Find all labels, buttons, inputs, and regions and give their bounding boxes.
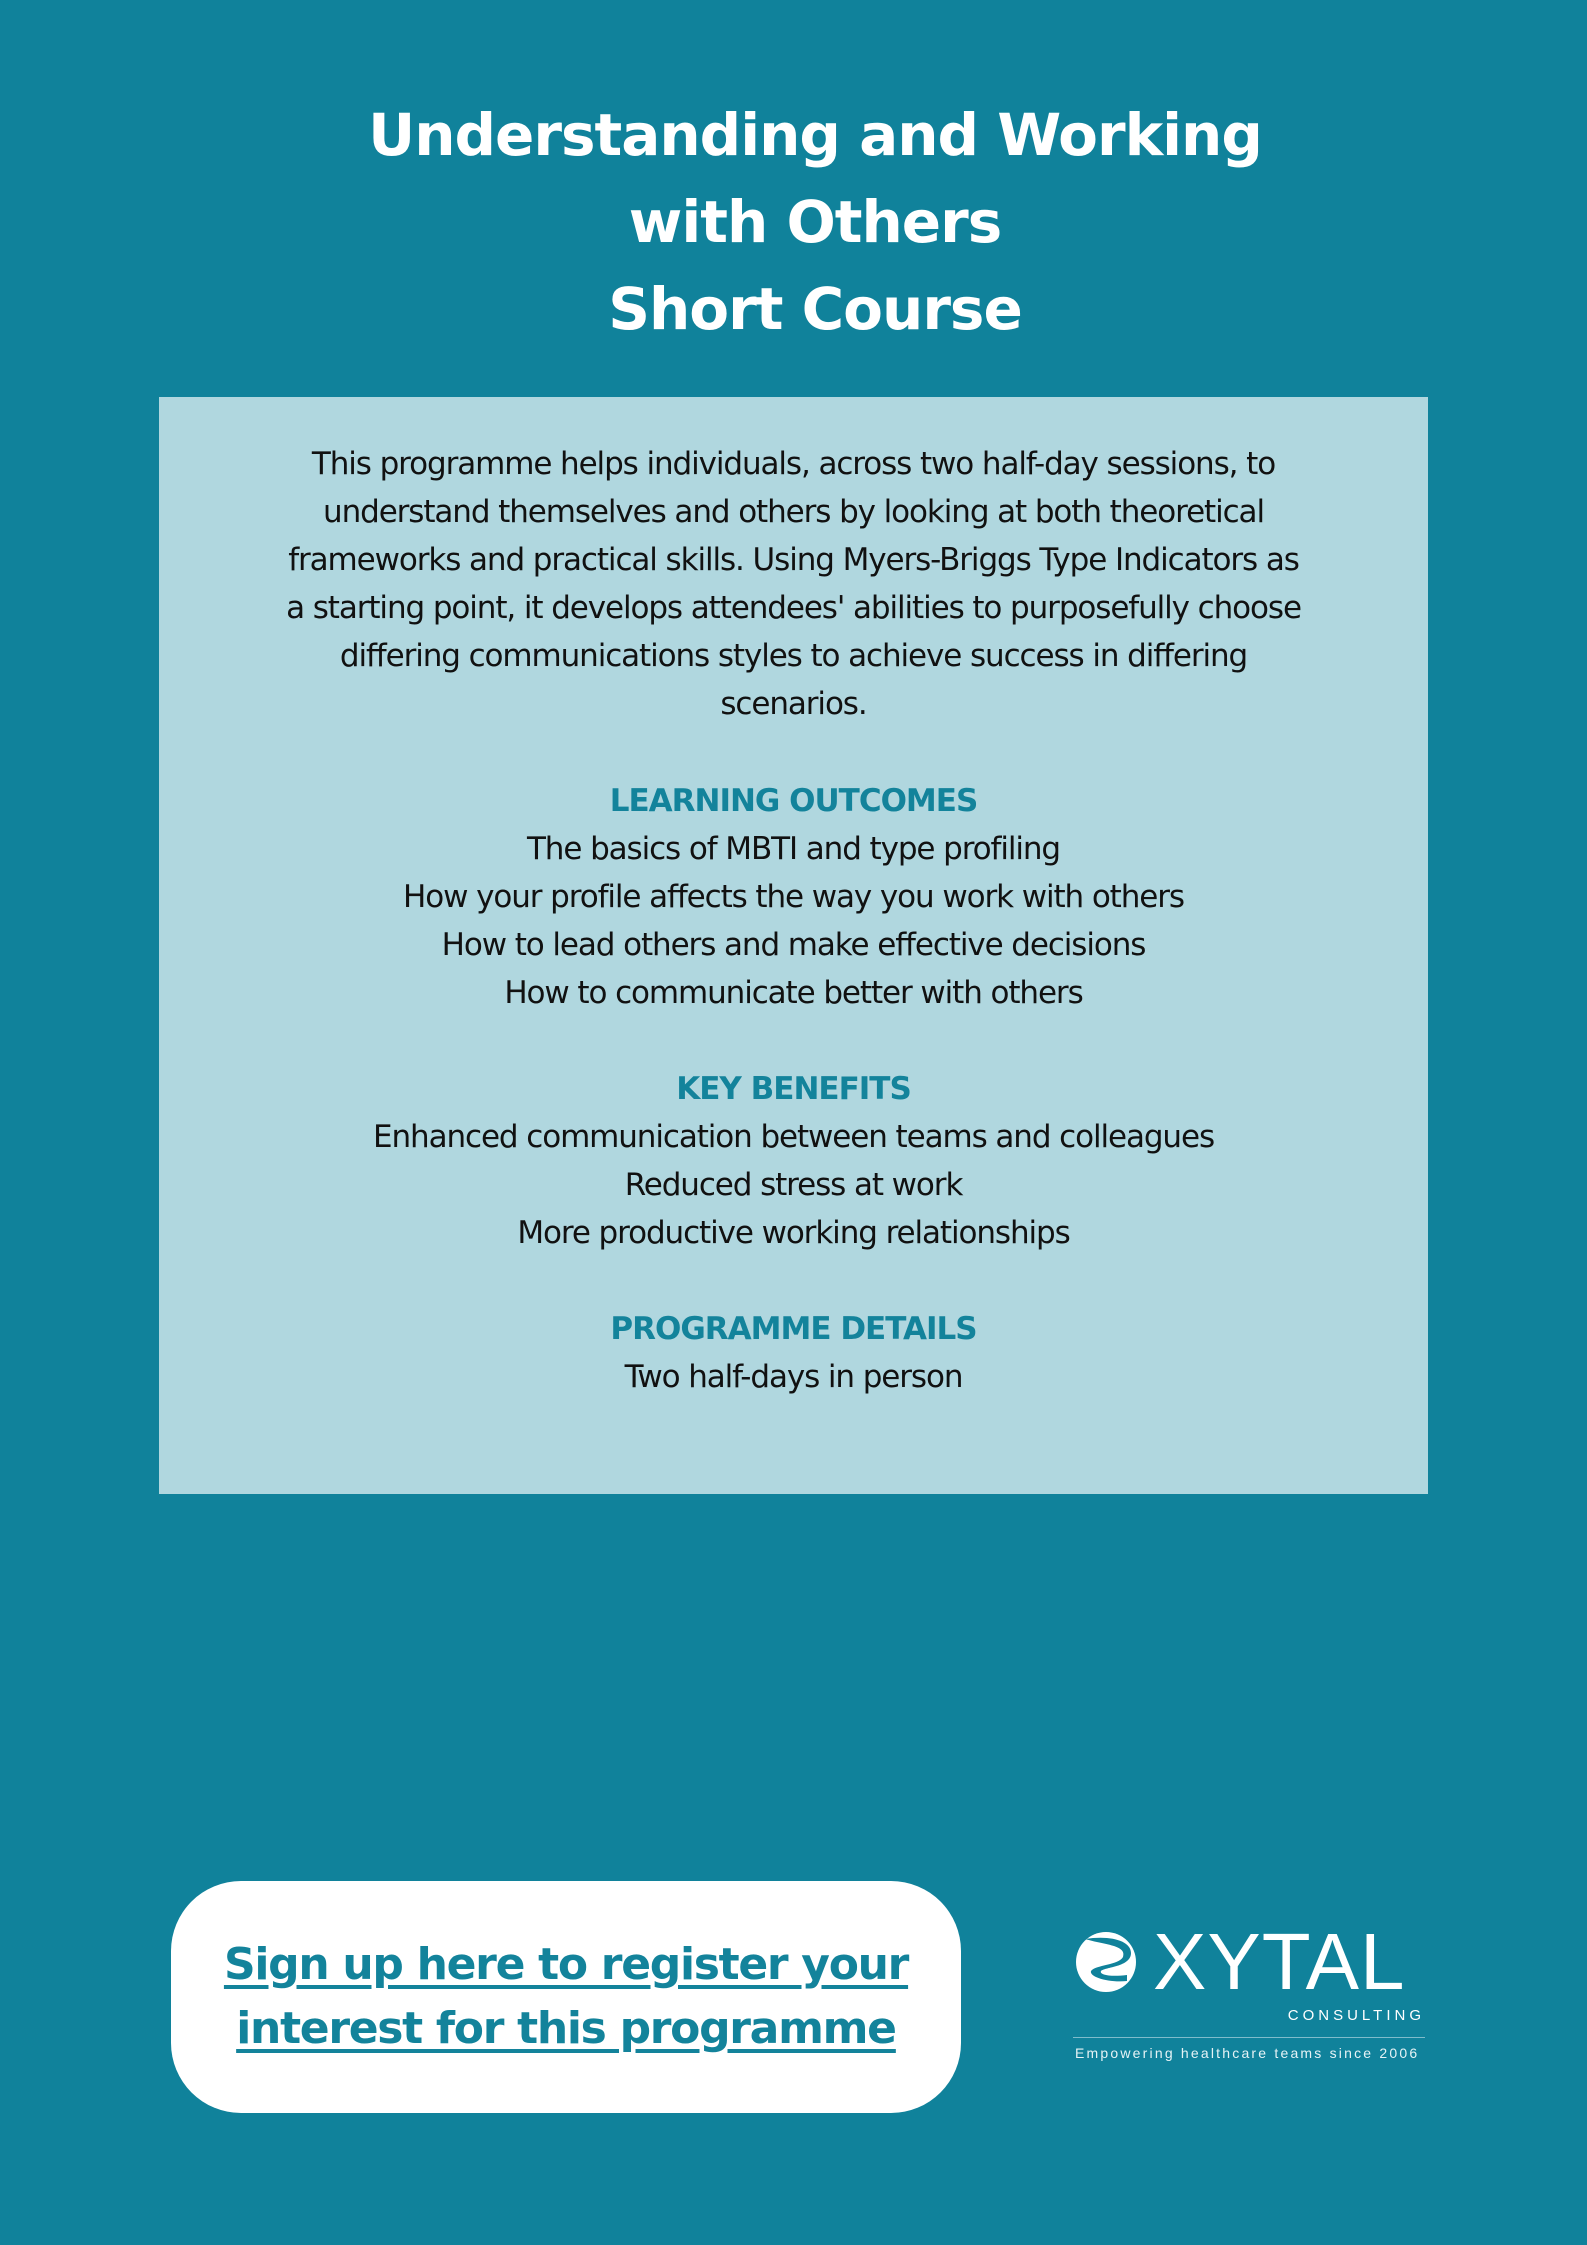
intro-line: understand themselves and others by looking at both theoretical: [323, 494, 1264, 530]
section-heading: LEARNING OUTCOMES: [609, 783, 978, 819]
learning-outcomes-section: [159, 777, 1428, 1017]
list-item: More productive working relationships: [517, 1215, 1070, 1251]
logo-subtitle: CONSULTING: [1287, 2007, 1425, 2024]
xytal-logo: [1073, 1917, 1425, 2067]
intro-line: scenarios.: [720, 686, 867, 722]
list-item: Enhanced communication between teams and colleagues: [372, 1119, 1215, 1155]
intro-line: frameworks and practical skills. Using Myers-Briggs Type Indicators as: [288, 542, 1299, 578]
cta-line-2: interest for this programme: [236, 2003, 896, 2054]
intro-line: a starting point, it develops attendees' abilities to purposefully choose: [286, 590, 1301, 626]
list-item: Two half-days in person: [624, 1359, 963, 1395]
list-item: How to lead others and make effective decisions: [441, 927, 1146, 963]
section-heading: PROGRAMME DETAILS: [610, 1311, 977, 1347]
cta-line-1: Sign up here to register your: [223, 1939, 909, 1990]
section-heading: KEY BENEFITS: [676, 1071, 911, 1107]
page-title: [0, 92, 1587, 353]
list-item: How your profile affects the way you work with others: [403, 879, 1184, 915]
course-info-panel: [159, 397, 1428, 1494]
intro-paragraph: [219, 440, 1368, 728]
logo-tagline: Empowering healthcare teams since 2006: [1075, 2045, 1420, 2061]
register-interest-button[interactable]: [171, 1881, 961, 2113]
title-line-1: Understanding and Working: [368, 101, 1262, 169]
programme-details-section: [159, 1305, 1428, 1401]
title-line-3: Short Course: [608, 275, 1022, 343]
intro-line: differing communications styles to achieve success in differing: [339, 638, 1248, 674]
logo-divider: [1073, 2037, 1425, 2038]
list-item: Reduced stress at work: [624, 1167, 963, 1203]
intro-line: This programme helps individuals, across two half-day sessions, to: [311, 446, 1276, 482]
title-line-2: with Others: [628, 188, 1002, 256]
xytal-swirl-icon: [1075, 1931, 1137, 1993]
key-benefits-section: [159, 1065, 1428, 1257]
register-interest-link[interactable]: [224, 1933, 908, 2061]
list-item: How to communicate better with others: [504, 975, 1083, 1011]
list-item: The basics of MBTI and type profiling: [526, 831, 1061, 867]
logo-wordmark: XYTAL: [1153, 1917, 1406, 2006]
